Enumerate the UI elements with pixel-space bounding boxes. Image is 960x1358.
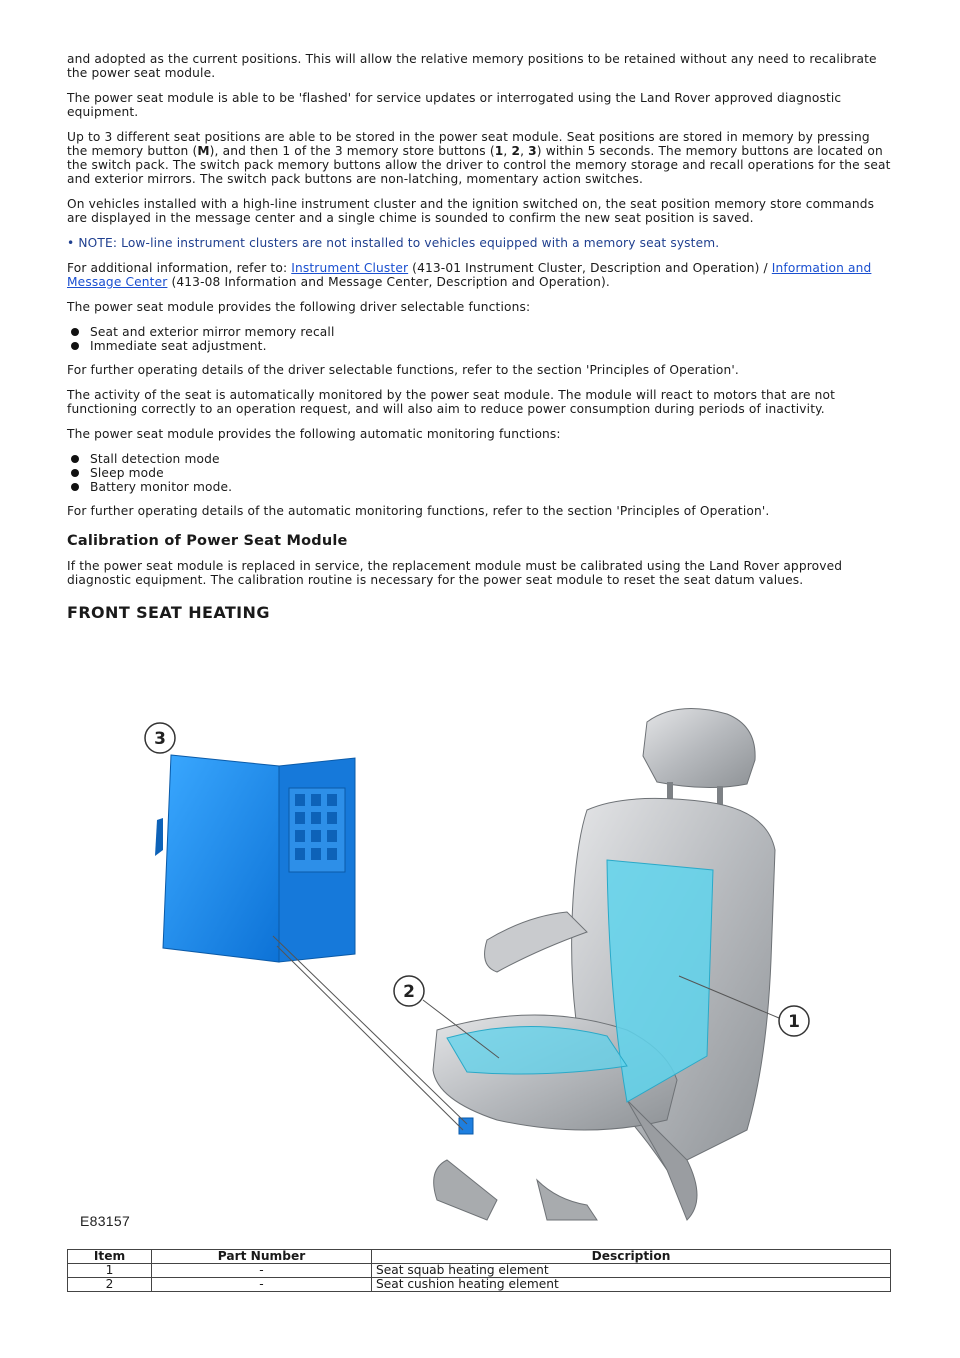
table-row [68,1264,891,1278]
callout-3 [145,723,175,753]
store-button-1-label: 1 [494,144,504,158]
section-heading-calibration: Calibration of Power Seat Module [67,533,348,549]
column-header-item: Item [68,1250,152,1264]
paragraph: The power seat module provides the following automatic monitoring functions: [67,427,561,441]
callout-2-label: 2 [403,982,415,1002]
paragraph: For further operating details of the automatic monitoring functions, refer to the section 'Principles of Operation'. [67,504,770,518]
text: For additional information, refer to: [67,261,292,275]
memory-button-label: M [197,144,210,158]
text: , [503,144,512,158]
table-cell: 1 [68,1264,152,1278]
callout-1 [779,1006,809,1036]
callout-1-label: 1 [788,1012,800,1032]
table-cell: Seat cushion heating element [372,1278,891,1292]
paragraph: The power seat module provides the following driver selectable functions: [67,300,531,314]
table-cell: - [152,1264,372,1278]
table-cell: - [152,1278,372,1292]
table-cell: Seat squab heating element [372,1264,891,1278]
seat-heating-illustration [67,700,893,1235]
list-item: Sleep mode [67,466,893,480]
illustration-svg [67,700,893,1235]
paragraph: The activity of the seat is automatically monitored by the power seat module. The module will react to motors that are not functioning correctly to an operation request, and will also aim to reduce power consumption during periods of inactivity. [67,388,836,416]
callout-3-label: 3 [154,729,166,749]
column-header-part-number: Part Number [152,1250,372,1264]
text: (413-08 Information and Message Center, Description and Operation). [167,275,610,289]
store-button-3-label: 3 [528,144,537,158]
text: , [520,144,529,158]
paragraph-memory-buttons [67,130,893,186]
seat-illustration [433,709,775,1220]
monitoring-functions-list [67,452,893,494]
parts-table [67,1249,891,1292]
information-message-center-link[interactable]: Information and Message Center [67,261,872,289]
paragraph: The power seat module is able to be 'flashed' for service updates or interrogated using the Land Rover approved diagnostic equipment. [67,91,842,119]
text: Up to 3 different seat positions are able to be stored in the power seat module. Seat positions are stored in memory by pressing the memory button ( [67,130,870,158]
power-seat-module-illustration [155,755,355,962]
section-heading-front-seat-heating: FRONT SEAT HEATING [67,603,270,622]
paragraph: For further operating details of the driver selectable functions, refer to the section 'Principles of Operation'. [67,363,739,377]
instrument-cluster-link[interactable]: Instrument Cluster [291,261,409,275]
paragraph: and adopted as the current positions. This will allow the relative memory positions to be retained without any need to recalibrate the power seat module. [67,52,877,80]
list-item: Stall detection mode [67,452,893,466]
list-item: Seat and exterior mirror memory recall [67,325,893,339]
figure-code: E83157 [80,1213,131,1229]
note: • NOTE: Low-line instrument clusters are not installed to vehicles equipped with a memory seat system. [67,236,720,250]
text: ), and then 1 of the 3 memory store buttons ( [209,144,495,158]
list-item: Battery monitor mode. [67,480,893,494]
paragraph: If the power seat module is replaced in service, the replacement module must be calibrated using the Land Rover approved diagnostic equipment. The calibration routine is necessary for the power seat module to reset the seat datum values. [67,559,843,587]
text: ) within 5 seconds. The memory buttons are located on the switch pack. The switch pack memory buttons allow the driver to control the memory storage and recall operations for the seat and exterior mirrors. The switch pack buttons are non-latching, momentary action switches. [67,144,891,186]
table-cell: 2 [68,1278,152,1292]
driver-functions-list [67,325,893,353]
document-body [67,52,893,622]
store-button-2-label: 2 [511,144,521,158]
column-header-description: Description [372,1250,891,1264]
paragraph: On vehicles installed with a high-line instrument cluster and the ignition switched on, the seat position memory store commands are displayed in the message center and a single chime is sounded to confirm the new seat position is saved. [67,197,875,225]
table-row [68,1278,891,1292]
callout-2 [394,976,424,1006]
list-item: Immediate seat adjustment. [67,339,893,353]
table-header-row [68,1250,891,1264]
text: (413-01 Instrument Cluster, Description and Operation) / [408,261,772,275]
paragraph-references [67,261,893,289]
